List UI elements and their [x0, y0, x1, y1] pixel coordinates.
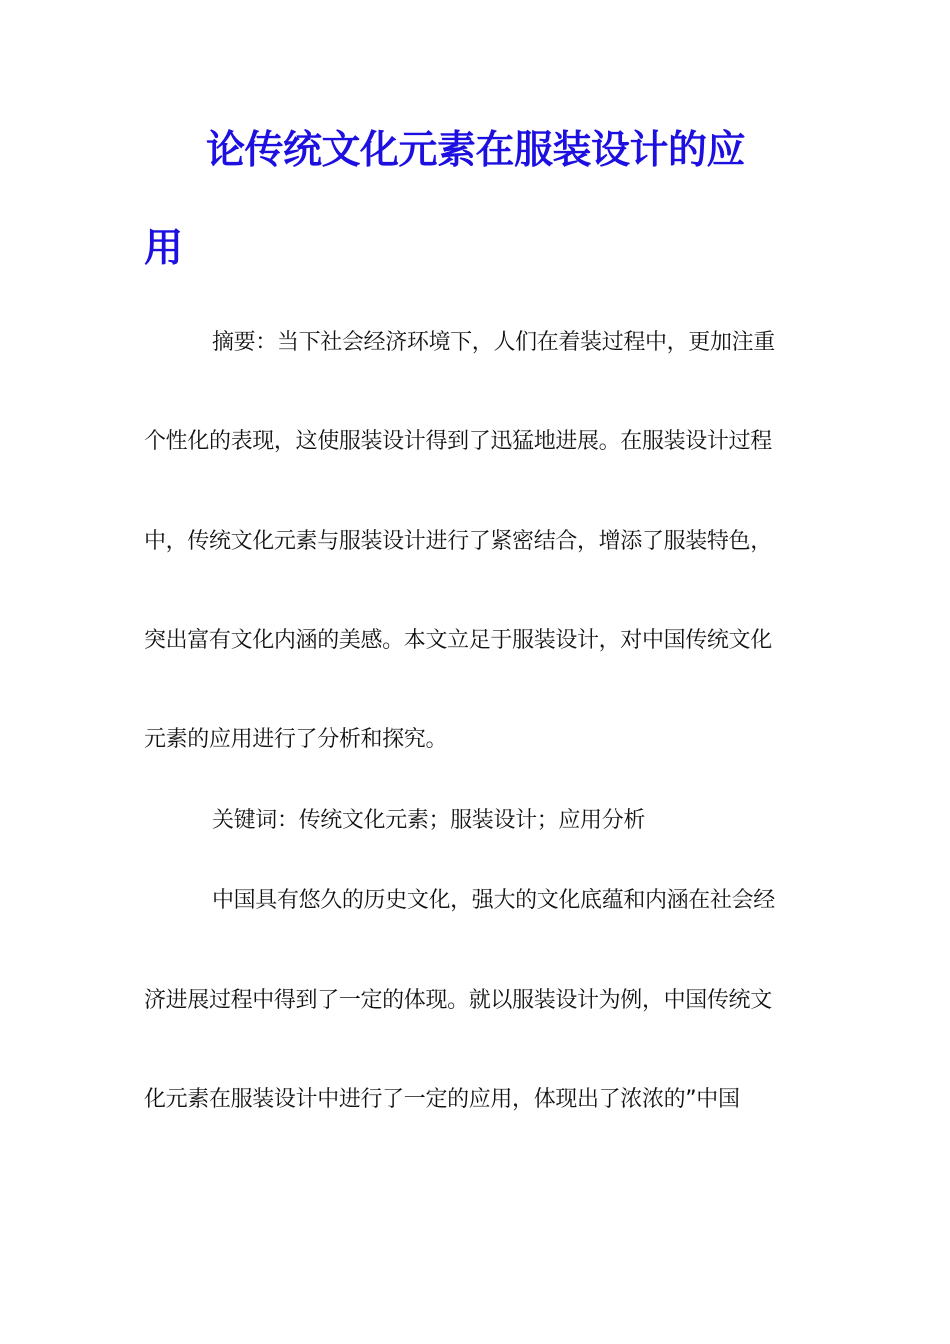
document-title-line-1: 论传统文化元素在服装设计的应 — [206, 128, 746, 173]
document-title-line-2: 用 — [144, 226, 184, 271]
body-line-1: 中国具有悠久的历史文化，强大的文化底蕴和内涵在社会经 — [212, 888, 775, 913]
abstract-line-1: 摘要：当下社会经济环境下，人们在着装过程中，更加注重 — [212, 330, 775, 355]
keywords-line: 关键词：传统文化元素；服装设计；应用分析 — [212, 808, 646, 833]
abstract-line-5: 元素的应用进行了分析和探究。 — [144, 727, 448, 752]
body-line-3: 化元素在服装设计中进行了一定的应用，体现出了浓浓的”中国 — [144, 1087, 740, 1112]
abstract-line-4: 突出富有文化内涵的美感。本文立足于服装设计，对中国传统文化 — [144, 628, 772, 653]
abstract-line-3: 中，传统文化元素与服装设计进行了紧密结合，增添了服装特色， — [144, 529, 772, 554]
abstract-line-2: 个性化的表现，这使服装设计得到了迅猛地进展。在服装设计过程 — [144, 429, 772, 454]
body-line-2: 济进展过程中得到了一定的体现。就以服装设计为例，中国传统文 — [144, 988, 772, 1013]
